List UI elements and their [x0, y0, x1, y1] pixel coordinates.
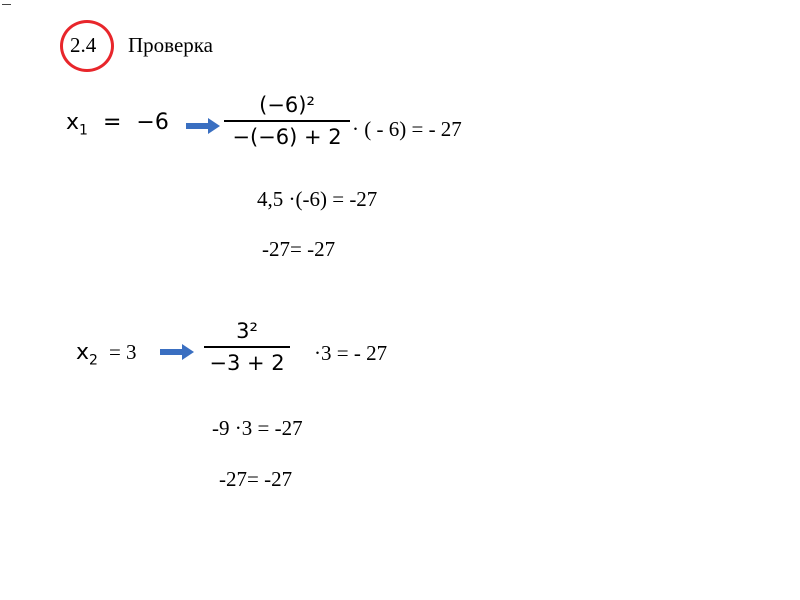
fraction-bar — [224, 120, 350, 122]
root1-multiplier: · ( - 6) = - 27 — [352, 117, 462, 141]
section-number: 2.4 — [70, 33, 97, 57]
root1-label: $x_1 = -6$ — [66, 110, 169, 139]
root2-numerator: 3² — [236, 319, 258, 343]
root1-step1: 4,5 ·(-6) = -27 — [257, 187, 378, 211]
root1-denominator: −(−6) + 2 — [232, 125, 342, 149]
root2-multiplier: ·3 = - 27 — [314, 341, 388, 365]
corner-dash — [2, 4, 11, 5]
page-title: Проверка — [128, 33, 213, 57]
root2-denominator: −3 + 2 — [209, 351, 285, 375]
arrow-right-icon — [160, 343, 194, 361]
root2-step1: -9 ·3 = -27 — [212, 416, 303, 440]
root1-fraction — [224, 92, 350, 150]
root2-fraction — [204, 318, 290, 376]
root2-step2: -27= -27 — [219, 467, 293, 491]
arrow-right-icon — [186, 117, 220, 135]
root2-label: $x_2 = 3$ — [76, 340, 137, 369]
fraction-bar — [204, 346, 290, 348]
root1-numerator: (−6)² — [259, 93, 315, 117]
root1-step2: -27= -27 — [262, 237, 336, 261]
